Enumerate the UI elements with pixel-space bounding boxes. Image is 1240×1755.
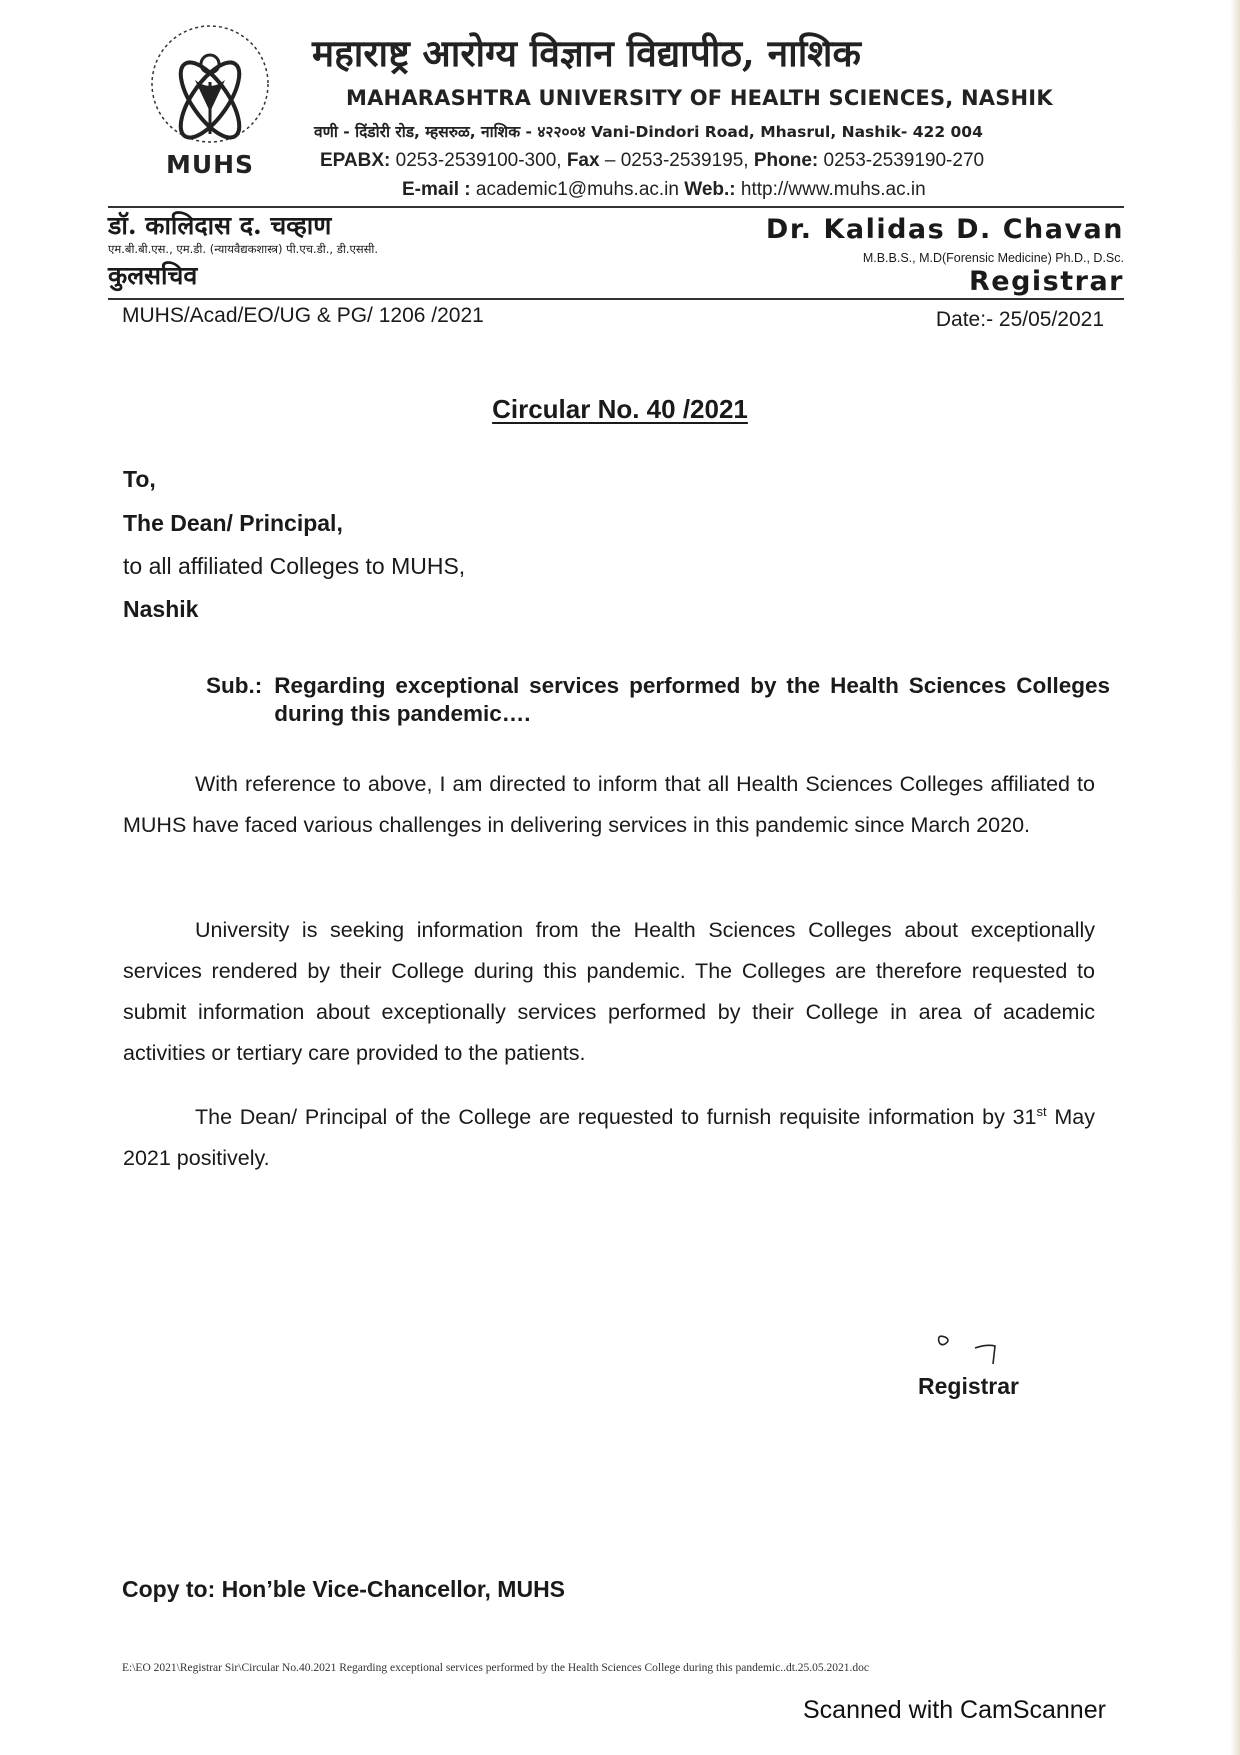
addressee-to: To,: [123, 466, 156, 492]
web-label: Web.:: [684, 179, 736, 200]
university-name-marathi: महाराष्ट्र आरोग्य विज्ञान विद्यापीठ, नाशिक: [312, 31, 861, 75]
university-name-english: MAHARASHTRA UNIVERSITY OF HEALTH SCIENCES, NASHIK: [346, 86, 1053, 110]
email-value: academic1@muhs.ac.in: [470, 179, 685, 200]
p3-text-before: The Dean/ Principal of the College are requested to furnish requisite information by 31: [195, 1105, 1037, 1129]
registrar-qualification-marathi: एम.बी.बी.एस., एम.डी. (न्यायवैद्यकशास्त्र) पी.एच.डी., डी.एससी.: [108, 242, 379, 256]
addressee-line-3: Nashik: [123, 596, 199, 622]
phone-label: Phone:: [753, 150, 819, 171]
muhs-emblem-icon: [135, 22, 285, 152]
registrar-qualification-english: M.B.B.S., M.D(Forensic Medicine) Ph.D., D.Sc.: [862, 251, 1124, 265]
circular-title: Circular No. 40 /2021: [492, 394, 748, 424]
muhs-logo: [135, 22, 285, 182]
contact-numbers: [320, 150, 984, 172]
page-edge-shadow: [1230, 0, 1240, 1755]
body-paragraph-2: University is seeking information from the Health Sciences Colleges about exceptionally services rendered by their College during this pandemic. The Colleges are therefore requested to submit information about exceptionally services performed by their College in area of academic activities or tertiary care provided to the patients.: [123, 918, 1095, 1065]
circular-date: Date:- 25/05/2021: [935, 308, 1104, 331]
web-value: http://www.muhs.ac.in: [735, 179, 926, 200]
copy-to: Copy to: Hon’ble Vice-Chancellor, MUHS: [122, 1576, 566, 1602]
fax-value: – 0253-2539195,: [599, 150, 754, 171]
addressee-line-1: The Dean/ Principal,: [123, 510, 343, 536]
subject-text: Regarding exceptional services performed by the Health Sciences Colleges during this pandemic….: [274, 673, 1110, 726]
registrar-name-english: Dr. Kalidas D. Chavan: [765, 214, 1124, 245]
p3-text-after: May 2021 positively.: [123, 1105, 1095, 1170]
registrar-title-marathi: कुलसचिव: [108, 261, 198, 290]
signatory-title: Registrar: [918, 1373, 1019, 1399]
email-label: E-mail :: [402, 179, 471, 200]
epabx-label: EPABX:: [320, 150, 391, 171]
subject-label: Sub.:: [206, 673, 263, 698]
epabx-value: 0253-2539100-300,: [390, 150, 567, 171]
logo-text: MUHS: [165, 150, 255, 179]
addressee-line-2: to all affiliated Colleges to MUHS,: [123, 553, 466, 579]
fax-label: Fax: [566, 150, 600, 171]
p3-ordinal-suffix: st: [1036, 1103, 1047, 1119]
letterhead-divider-bottom: [108, 298, 1124, 300]
phone-value: 0253-2539190-270: [818, 150, 985, 171]
university-address: वणी - दिंडोरी रोड, म्हसरुळ, नाशिक - ४२२००४ Vani-Dindori Road, Mhasrul, Nashik- 422 004: [314, 123, 983, 141]
contact-email-web: [402, 179, 926, 201]
registrar-title-english: Registrar: [968, 266, 1124, 297]
document-file-path: E:\EO 2021\Registrar Sir\Circular No.40.2021 Regarding exceptional services performed by the Health Sciences College during this pandemic..dt.25.05.2021.doc: [122, 1662, 870, 1674]
body-paragraph-1: With reference to above, I am directed to inform that all Health Sciences Colleges affiliated to MUHS have faced various challenges in delivering services in this pandemic since March 2020.: [123, 772, 1095, 837]
signature-icon: [935, 1332, 1005, 1372]
body-paragraph-3: [123, 1097, 1095, 1179]
registrar-name-marathi: डॉ. कालिदास द. चव्हाण: [108, 211, 332, 240]
reference-number: MUHS/Acad/EO/UG & PG/ 1206 /2021: [122, 304, 484, 327]
scanner-watermark: Scanned with CamScanner: [803, 1696, 1106, 1724]
subject-line: [206, 672, 1110, 728]
